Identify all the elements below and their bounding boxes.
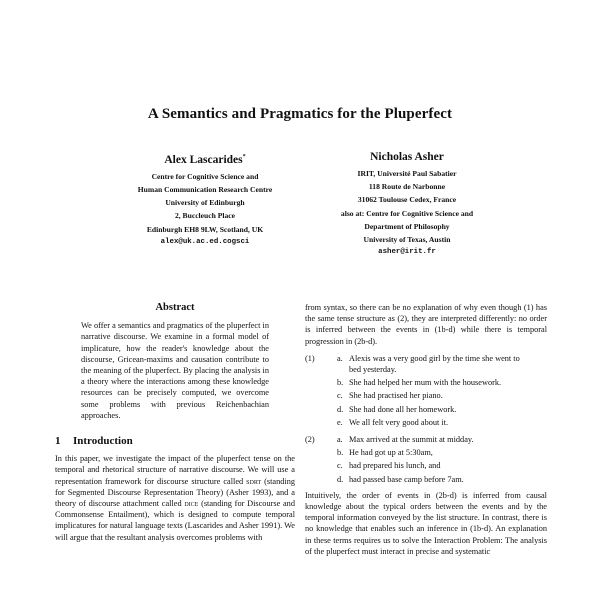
example-item: e. We all felt very good about it. — [337, 417, 449, 427]
author-block-asher — [292, 150, 522, 259]
affiliation-line: IRIT, Université Paul Sabatier — [357, 169, 457, 178]
acronym-dice: dice — [184, 499, 199, 509]
abstract-body: We offer a semantics and pragmatics of the pluperfect in narrative discourse. We examine in a formal model of implicature, how the reader's knowledge about the discourse, Gricean-maxims and causation contribute to the meaning of the pluperfect. By placing the analysis in a theory where the interactions among these knowledge resources can be precisely computed, we overcome some problems with previous Reichenbachian approaches. — [81, 321, 269, 420]
example-item: c. She had practised her piano. — [337, 391, 443, 401]
right-column — [305, 302, 547, 557]
example-item: a. Max arrived at the summit at midday. — [337, 435, 474, 445]
affiliation-line: Human Communication Research Centre — [137, 185, 273, 195]
acronym-sdrt: sdrt — [246, 476, 262, 486]
author-name: Nicholas Asher — [370, 151, 444, 163]
example-1 — [305, 353, 547, 428]
author-name: Alex Lascarides* — [164, 153, 246, 166]
affiliation-line: Edinburgh EH8 9LW, Scotland, UK — [146, 224, 264, 234]
affiliation-line: Centre for Cognitive Science and — [151, 171, 259, 181]
author-email[interactable]: alex@uk.ac.ed.cogsci — [160, 237, 250, 246]
example-number: (1) — [305, 353, 315, 363]
paper-title: A Semantics and Pragmatics for the Pluperfect — [147, 106, 453, 122]
footnote-mark: * — [242, 154, 246, 160]
abstract-heading: Abstract — [155, 302, 195, 313]
example-item: d. had passed base camp before 7am. — [337, 474, 464, 484]
introduction-paragraph: In this paper, we investigate the impact of the pluperfect tense on the temporal and rhetorical structure of narrative discourse. We will use a representation framework for discourse structure called sdrt (standing for Segmented Discourse Representation Theory) (Asher 1993), and a theory of discourse attachment called dice (standing for Discourse and Commonsense Entailment), which is designed to compute temporal implicatures for natural language texts (Lascarides and Asher 1991). We will argue that the resultant analysis overcomes problems with — [55, 454, 296, 542]
affiliation-line: University of Texas, Austin — [363, 235, 451, 245]
body-paragraph: Intuitively, the order of events in (2b-d) is inferred from causal knowledge about the typical orders between the events and by the temporal information conveyed by the list structure. In contrast, there is no knowledge that enables such an inference in (1b-d). An explanation in these terms requires us to solve the Interaction Problem: The analysis of the pluperfect must interact in precise and systematic — [305, 490, 547, 556]
example-item: d. She had done all her homework. — [337, 404, 457, 414]
left-column — [55, 302, 295, 543]
author-email[interactable]: asher@irit.fr — [378, 248, 436, 257]
example-item: a. Alexis was a very good girl by the time she went to bed yesterday. — [337, 353, 520, 375]
example-item: b. She had helped her mum with the housework. — [337, 378, 502, 388]
affiliation-line: Department of Philosophy — [364, 221, 450, 231]
affiliation-line: 31062 Toulouse Cedex, France — [357, 195, 457, 205]
author-block-lascarides — [90, 150, 320, 249]
body-paragraph: from syntax, so there can be no explanation of why even though (1) has the same tense structure as (2), they are interpreted differently: no order is inferred between the events in (1b-d) while there is temporal progression in (2b-d). — [305, 303, 547, 346]
section-number: 1 — [55, 435, 61, 448]
affiliation-line: 118 Route de Narbonne — [368, 182, 446, 192]
affiliation-line: also at: Centre for Cognitive Science and — [340, 208, 474, 218]
example-item: c. had prepared his lunch, and — [337, 461, 441, 471]
affiliation-line: University of Edinburgh — [165, 198, 245, 208]
section-title: Introduction — [73, 435, 133, 448]
example-item: b. He had got up at 5:30am, — [337, 448, 433, 458]
example-number: (2) — [305, 435, 315, 445]
affiliation-line: 2, Buccleuch Place — [174, 211, 236, 221]
example-2 — [305, 434, 547, 485]
section-heading — [55, 436, 295, 447]
